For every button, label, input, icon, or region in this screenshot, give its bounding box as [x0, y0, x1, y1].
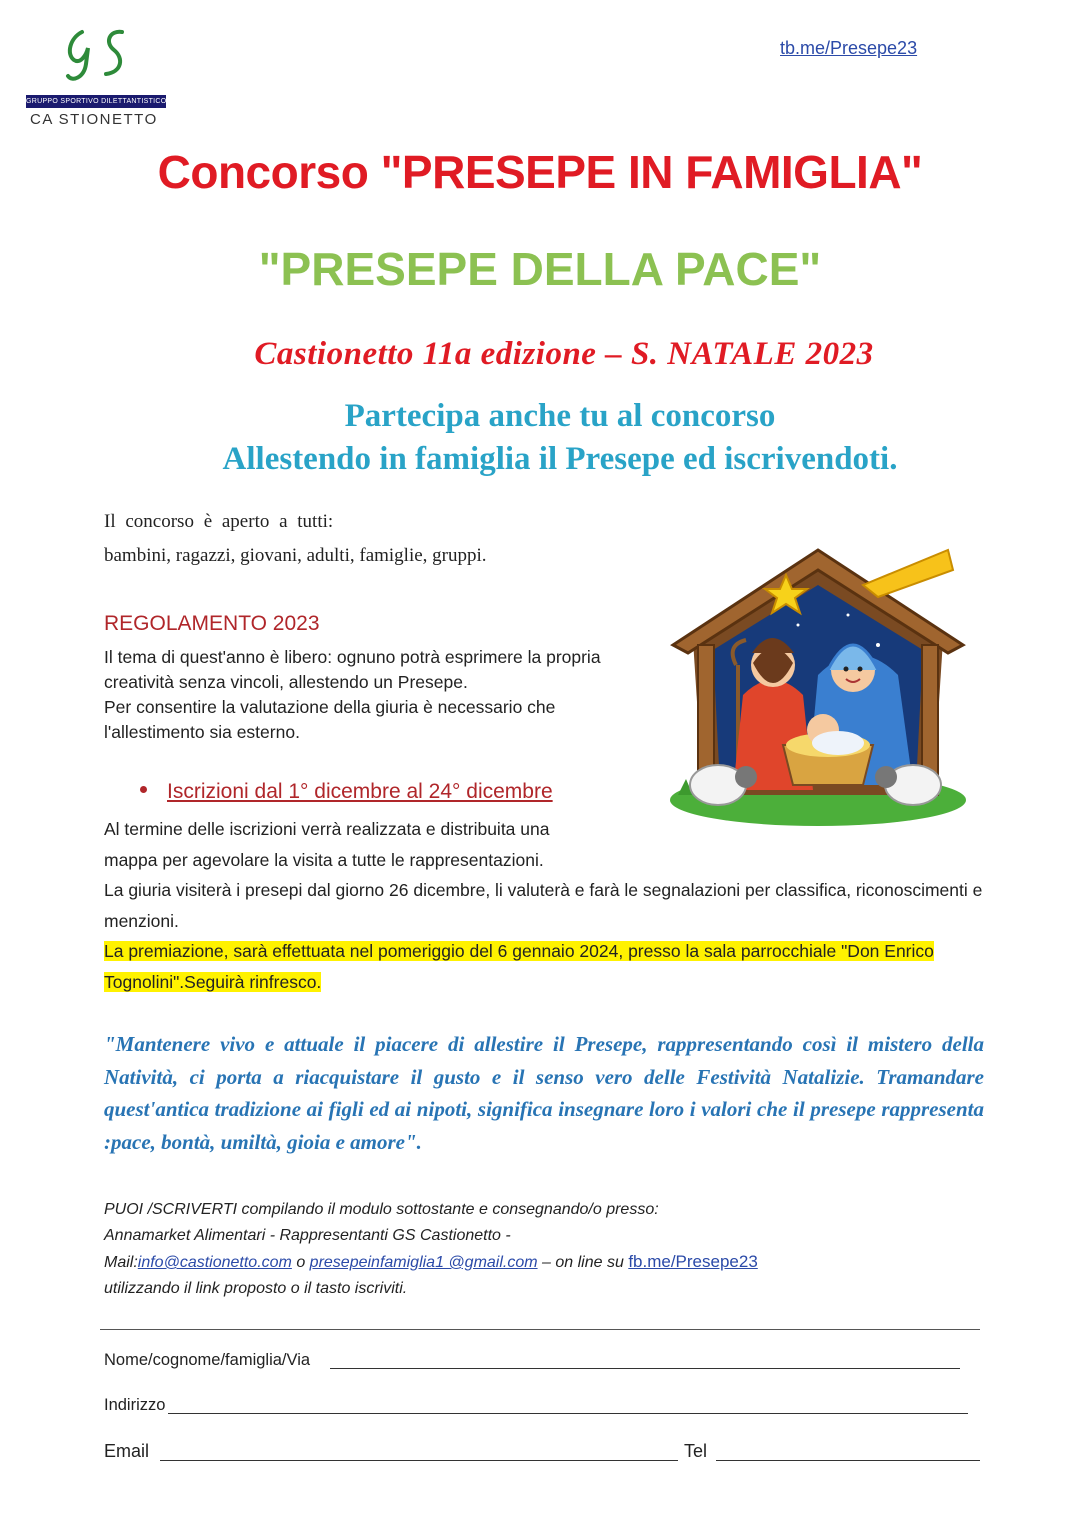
mail-separator: o [291, 1254, 310, 1271]
address-field-label: Indirizzo [104, 1396, 166, 1414]
tel-field-line[interactable] [716, 1460, 980, 1461]
address-field-line[interactable] [168, 1413, 968, 1414]
invite-line-2: Allestendo in famiglia il Presepe ed iscrivendoti. [222, 441, 898, 477]
gs-logo-icon [60, 24, 140, 86]
facebook-link-top[interactable]: tb.me/Presepe23 [780, 38, 918, 58]
edition-line: Castionetto 11a edizione – S. NATALE 2023 [254, 336, 874, 372]
form-separator [100, 1329, 980, 1330]
regolamento-heading: REGOLAMENTO 2023 [104, 612, 320, 635]
iscrizioni-bullet [140, 780, 553, 804]
open-to-line-1: Il concorso è aperto a tutti: [104, 511, 334, 532]
quote-paragraph: "Mantenere vivo e attuale il piacere di allestire il Presepe, rappresentando così il mistero della Natività, ci porta a riacquistare il gusto e il senso vero delle Festività Natalizie. Tramandare quest'antica tradizione ai figli ed ai nipoti, significa insegnare loro i valori che il presepe rappresenta :pace, bontà, umiltà, gioia e amore". [104, 1032, 984, 1154]
regolamento-body [104, 645, 644, 745]
invite-line-1: Partecipa anche tu al concorso [344, 398, 776, 434]
page-subtitle: "PRESEPE DELLA PACE" [258, 243, 822, 295]
regolamento-paragraph-1: Il tema di quest'anno è libero: ognuno potrà esprimere la propria creatività senza vincoli, allestendo un Presepe. [104, 647, 601, 692]
jury-paragraph: La giuria visiterà i presepi dal giorno 26 dicembre, li valuterà e farà le segnalazioni per classifica, riconoscimenti e menzioni. [104, 880, 983, 931]
logo-club-name: CA STIONETTO [30, 111, 158, 128]
registration-line-3 [104, 1249, 984, 1276]
email-link-info[interactable]: info@castionetto.com [137, 1254, 292, 1271]
name-field-label: Nome/cognome/famiglia/Via [104, 1351, 311, 1369]
facebook-link-bottom[interactable]: fb.me/Presepe23 [628, 1252, 758, 1271]
logo-band-text: GRUPPO SPORTIVO DILETTANTISTICO [26, 95, 166, 108]
registration-info [104, 1197, 984, 1302]
mail-prefix: Mail: [104, 1254, 138, 1271]
page-title: Concorso "PRESEPE IN FAMIGLIA" [157, 146, 923, 198]
award-highlight: La premiazione, sarà effettuata nel pomeriggio del 6 gennaio 2024, presso la sala parrocchiale "Don Enrico Tognolini".Seguirà rinfresco. [104, 941, 934, 992]
registration-line-2: Annamarket Alimentari - Rappresentanti GS Castionetto - [104, 1227, 511, 1244]
rules-line-1: Al termine delle iscrizioni verrà realizzata e distribuita una [104, 819, 550, 839]
open-to-line-2: bambini, ragazzi, giovani, adulti, famiglie, gruppi. [104, 545, 487, 566]
online-text: – on line su [537, 1254, 629, 1271]
email-field-line[interactable] [160, 1460, 678, 1461]
email-field-label: Email [104, 1441, 150, 1461]
name-field-line[interactable] [330, 1368, 960, 1369]
bullet-dot-icon [140, 786, 147, 793]
regolamento-paragraph-2: Per consentire la valutazione della giuria è necessario che l'allestimento sia esterno. [104, 697, 556, 742]
rules-body [104, 814, 984, 997]
tel-field-label: Tel [684, 1441, 708, 1461]
email-link-presepe[interactable]: presepeinfamiglia1 @gmail.com [309, 1254, 538, 1271]
registration-line-4: utilizzando il link proposto o il tasto iscriviti. [104, 1280, 408, 1297]
iscrizioni-dates: Iscrizioni dal 1° dicembre al 24° dicembre [167, 780, 553, 803]
club-logo [24, 22, 174, 132]
nativity-scene-icon [668, 545, 968, 835]
rules-line-2: mappa per agevolare la visita a tutte le rappresentazioni. [104, 849, 544, 870]
registration-line-1: PUOI /SCRIVERTI compilando il modulo sottostante e consegnando/o presso: [104, 1201, 659, 1218]
